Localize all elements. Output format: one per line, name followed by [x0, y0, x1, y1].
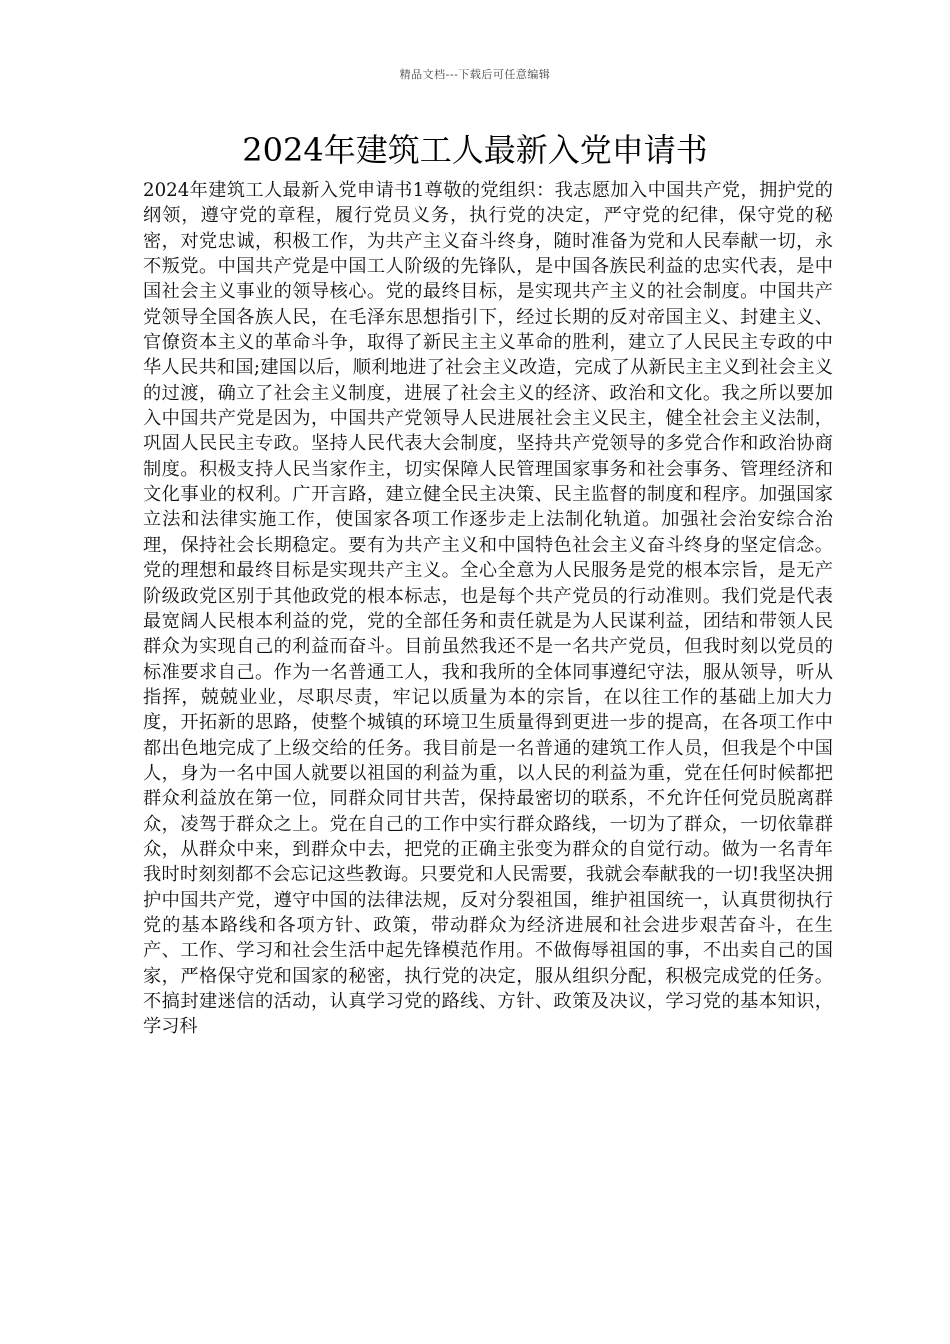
header-note: 精品文档---下载后可任意编辑	[399, 68, 551, 81]
document-title: 2024年建筑工人最新入党申请书	[242, 131, 708, 169]
document-body: 2024年建筑工人最新入党申请书1尊敬的党组织：我志愿加入中国共产党，拥护党的纲领，遵守党的章程，履行党员义务，执行党的决定，严守党的纪律，保守党的秘密，对党忠诚，积极工作，为共产主义奋斗终身，随时准备为党和人民奉献一切，永不叛党。中国共产党是中国工人阶级的先锋队，是中国各族民利益的忠实代表，是中国社会主义事业的领导核心。党的最终目标，是实现共产主义的社会制度。中国共产党领导全国各族人民，在毛泽东思想指引下，经过长期的反对帝国主义、封建主义、官僚资本主义的革命斗争，取得了新民主主义革命的胜利，建立了人民民主专政的中华人民共和国;建国以后，顺利地进了社会主义改造，完成了从新民主主义到社会主义的过渡，确立了社会主义制度，进展了社会主义的经济、政治和文化。我之所以要加入中国共产党是因为，中国共产党领导人民进展社会主义民主，健全社会主义法制，巩固人民民主专政。坚持人民代表大会制度，坚持共产党领导的多党合作和政治协商制度。积极支持人民当家作主，切实保障人民管理国家事务和社会事务、管理经济和文化事业的权利。广开言路，建立健全民主决策、民主监督的制度和程序。加强国家立法和法律实施工作，使国家各项工作逐步走上法制化轨道。加强社会治安综合治理，保持社会长期稳定。要有为共产主义和中国特色社会主义奋斗终身的坚定信念。党的理想和最终目标是实现共产主义。全心全意为人民服务是党的根本宗旨，是无产阶级政党区别于其他政党的根本标志，也是每个共产党员的行动准则。我们党是代表最宽阔人民根本利益的党，党的全部任务和责任就是为人民谋利益，团结和带领人民群众为实现自己的利益而奋斗。目前虽然我还不是一名共产党员，但我时刻以党员的标准要求自己。作为一名普通工人，我和我所的全体同事遵纪守法，服从领导，听从指挥，兢兢业业，尽职尽责，牢记以质量为本的宗旨，在以往工作的基础上加大力度，开拓新的思路，使整个城镇的环境卫生质量得到更进一步的提高，在各项工作中都出色地完成了上级交给的任务。我目前是一名普通的建筑工作人员，但我是个中国人，身为一名中国人就要以祖国的利益为重，以人民的利益为重，党在任何时候都把群众利益放在第一位，同群众同甘共苦，保持最密切的联系，不允许任何党员脱离群众，凌驾于群众之上。党在自己的工作中实行群众路线，一切为了群众，一切依靠群众，从群众中来，到群众中去，把党的正确主张变为群众的自觉行动。做为一名青年我时时刻刻都不会忘记这些教诲。只要党和人民需要，我就会奉献我的一切!我坚决拥护中国共产党，遵守中国的法律法规，反对分裂祖国，维护祖国统一，认真贯彻执行党的基本路线和各项方针、政策，带动群众为经济进展和社会进步艰苦奋斗，在生产、工作、学习和社会生活中起先锋模范作用。不做侮辱祖国的事，不出卖自己的国家，严格保守党和国家的秘密，执行党的决定，服从组织分配，积极完成党的任务。不搞封建迷信的活动，认真学习党的路线、方针、政策及决议，学习党的基本知识，学习科	[143, 180, 833, 1038]
